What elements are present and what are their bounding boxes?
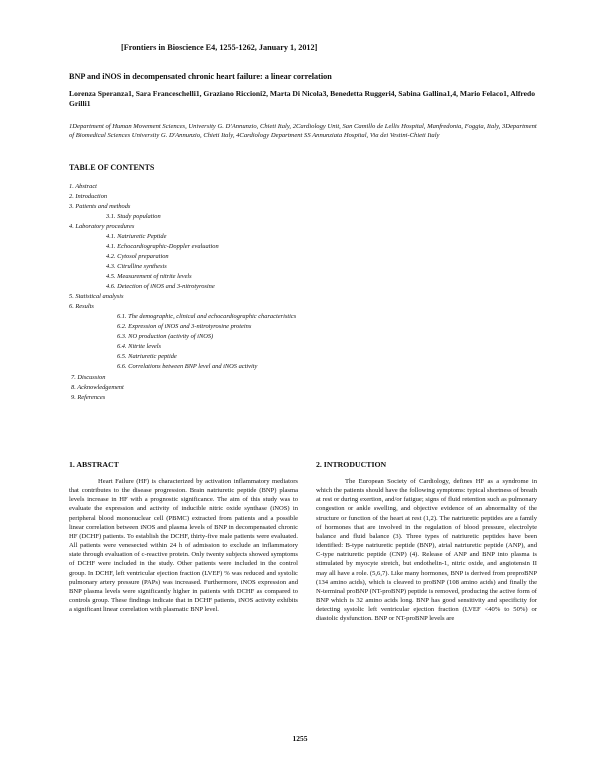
article-title: BNP and iNOS in decompensated chronic heart failure: a linear correlation (69, 72, 332, 81)
toc-item: 4.1. Natriuretic Peptide (106, 233, 167, 240)
toc-item: 6. Results (69, 303, 94, 310)
toc-item: 3.1. Study population (106, 213, 161, 220)
toc-item: 6.1. The demographic, clinical and echocardiographic characteristics (117, 313, 297, 320)
introduction-paragraph: The European Society of Cardiology, defines HF as a syndrome in which the patients should have the following symptoms: typical shortness of breath at rest or during exertion, and/or fatigue; signs of fluid retention such as pulmonary congestion or ankle swelling, and objective evidence of an abnormality of the structure or function of the heart at rest (1,2). The natriuretic peptides are a family of hormones that are involved in the regulation of blood pressure, electrolyte balance and fluid balance (3). Three types of natriuretic peptides have been identified: B-type natriuretic peptide (BNP), atrial natriuretic peptide (ANP), and C-type natriuretic peptide (CNP) (4). Release of ANP and BNP into plasma is stimulated by myocyte stretch, but endothelin-1, nitric oxide, and angiotensin II may all have a role. (5,6,7). Like many hormones, BNP is derived from preproBNP (134 amino acids), which is cleaved to proBNP (108 amino acids) and finally the N-terminal proBNP (NT-proBNP) peptide is removed, producing the active form of BNP which is 32 amino acids long. BNP has good sensitivity and specificity for detecting systolic left ventricular ejection fraction (LVEF <40% to 50%) or diastolic dysfunction. BNP or NT-proBNP levels are (316, 478, 537, 623)
journal-citation: [Frontiers in Bioscience E4, 1255-1262, January 1, 2012] (121, 43, 318, 52)
toc-item: 6.4. Nitrite levels (117, 343, 162, 350)
toc-item: 4.2. Cytosol preparation (106, 253, 169, 260)
toc-item: 8. Acknowledgement (71, 384, 124, 391)
toc-item: 4.3. Citrulline synthesis (106, 263, 167, 270)
toc-heading: TABLE OF CONTENTS (69, 163, 155, 172)
toc-item: 4.6. Detection of iNOS and 3-nitrotyrosine (106, 283, 215, 290)
toc-item: 6.6. Correlations between BNP level and iNOS activity (117, 363, 258, 370)
toc-item: 6.5. Natriuretic peptide (117, 353, 177, 360)
toc-item: 1. Abstract (69, 183, 97, 190)
toc-item: 4. Laboratory procedures (69, 223, 135, 230)
toc-item: 3. Patients and methods (69, 203, 131, 210)
toc-item: 2. Introduction (69, 193, 108, 200)
toc-item: 6.3. NO production (activity of iNOS) (117, 333, 214, 340)
introduction-body (316, 477, 537, 624)
toc-item: 7. Discussion (71, 374, 106, 381)
author-list: Lorenza Speranza1, Sara Franceschelli1, Graziano Riccioni2, Marta Di Nicola3, Benedetta Ruggeri4, Sabina Gallina1,4, Mario Felaco1, Alfredo Grilli1 (69, 89, 536, 108)
abstract-paragraph: Heart Failure (HF) is characterized by activation inflammatory mediators that contributes to the disease progression. Brain natriuretic peptide (BNP) plasma levels increase in HF with a prognostic significance. The aim of this study was to evaluate the expression and activity of inducible nitric oxide synthase (iNOS) in peripheral blood mononuclear cell (PBMC) extracted from patients and a possible linear correlation between iNOS and plasma levels of BNP in decompensated chronic HF (DCHF) patients. To establish the DCHF, thirty-five male patients were evaluated. All patients were venesected within 24 h of admission to exclude an inflammatory state through evaluation of c-reactive protein. Only twenty subjects showed symptoms of DCHF were included in the study. Other patients were included in the control group. In DCHF, left ventricular ejection fraction (LVEF) % was reduced and systolic pulmonary artery pressure (PAPs) was increased. Furthermore, iNOS expression and BNP plasma levels were significantly higher in patients with DCHF as compared to controls group. These findings indicate that in DCHF patients, iNOS activity exhibits a significant linear correlation with plasmatic BNP level. (69, 478, 298, 614)
page-number: 1255 (292, 734, 308, 743)
toc-item: 4.5. Measurement of nitrite levels (106, 273, 192, 280)
affiliations: 1Department of Human Movement Sciences, University G. D'Annunzio, Chieti Italy, 2Cardiology Unit, San Camillo de Lellis Hospital, Manfredonia, Foggia, Italy, 3Department of Biomedical Sciences University G. D'Annunzio, Chieti Italy, 4Cardiology Department SS Annunziata Hospital, Via dei Vestini-Chieti Italy (69, 123, 537, 139)
introduction-heading: 2. INTRODUCTION (316, 460, 387, 469)
abstract-heading: 1. ABSTRACT (69, 460, 119, 469)
toc-item: 9. References (71, 394, 106, 401)
abstract-body (69, 477, 298, 614)
toc-item: 4.1. Echocardiographic-Doppler evaluation (106, 243, 219, 250)
toc-item: 5. Statistical analysis (69, 293, 124, 300)
toc-item: 6.2. Expression of iNOS and 3-nitrotyrosine proteins (117, 323, 252, 330)
